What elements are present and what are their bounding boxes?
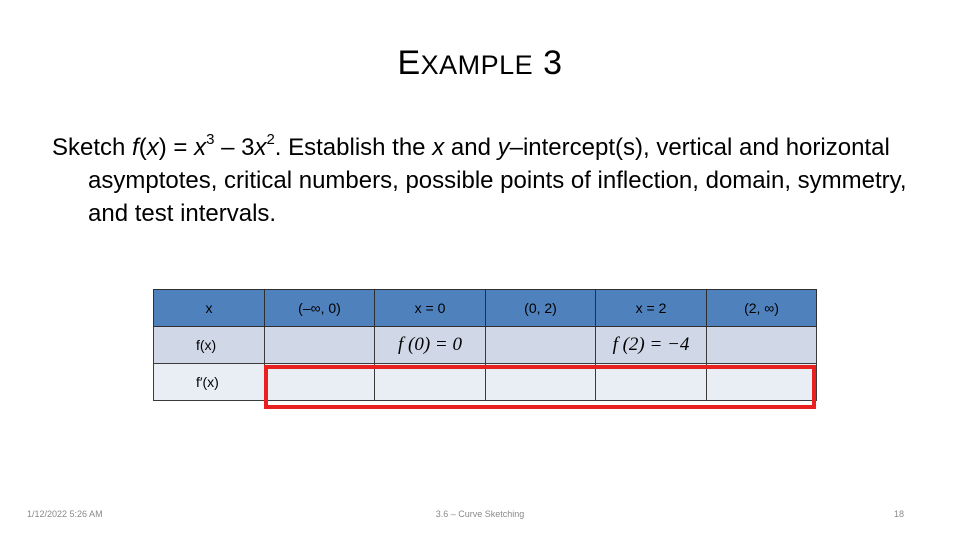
test-interval-table	[153, 289, 817, 401]
table-row-fx	[154, 327, 817, 364]
footer-page-number: 18	[893, 509, 904, 519]
table-row-fprime	[154, 364, 817, 401]
cell-fprime-at-2	[596, 364, 707, 401]
cell-fx-interval-3	[707, 327, 817, 364]
footer-date: 1/12/2022 5:26 AM	[27, 509, 103, 519]
header-interval-neg-inf-0: (–∞, 0)	[265, 290, 375, 327]
header-x: x	[154, 290, 265, 327]
footer-section: 3.6 – Curve Sketching	[435, 509, 525, 519]
row-label-fprime: f′(x)	[154, 364, 265, 401]
header-interval-0-2: (0, 2)	[486, 290, 596, 327]
cell-fprime-interval-2	[486, 364, 596, 401]
fx-at-0-value: f (0) = 0	[397, 334, 462, 355]
slide-title: EXAMPLE 3	[397, 44, 563, 82]
cell-fprime-interval-1	[265, 364, 375, 401]
row-label-fx: f(x)	[154, 327, 265, 364]
table-header-row	[154, 290, 817, 327]
cell-fprime-at-0	[375, 364, 486, 401]
fx-at-2-value: f (2) = −4	[612, 334, 690, 355]
cell-fx-interval-2	[486, 327, 596, 364]
cell-fx-at-0	[375, 327, 486, 364]
problem-statement: Sketch $f(x) = x^3 - 3x^2$. Establish the x and y–intercept(s), vertical and horizontal asymptotes, critical numbers, possible points of inflection, domain, symmetry, and test intervals.	[52, 131, 907, 227]
header-x-eq-0: x = 0	[375, 290, 486, 327]
cell-fx-interval-1	[265, 327, 375, 364]
header-x-eq-2: x = 2	[596, 290, 707, 327]
header-interval-2-inf: (2, ∞)	[707, 290, 817, 327]
cell-fx-at-2	[596, 327, 707, 364]
cell-fprime-interval-3	[707, 364, 817, 401]
